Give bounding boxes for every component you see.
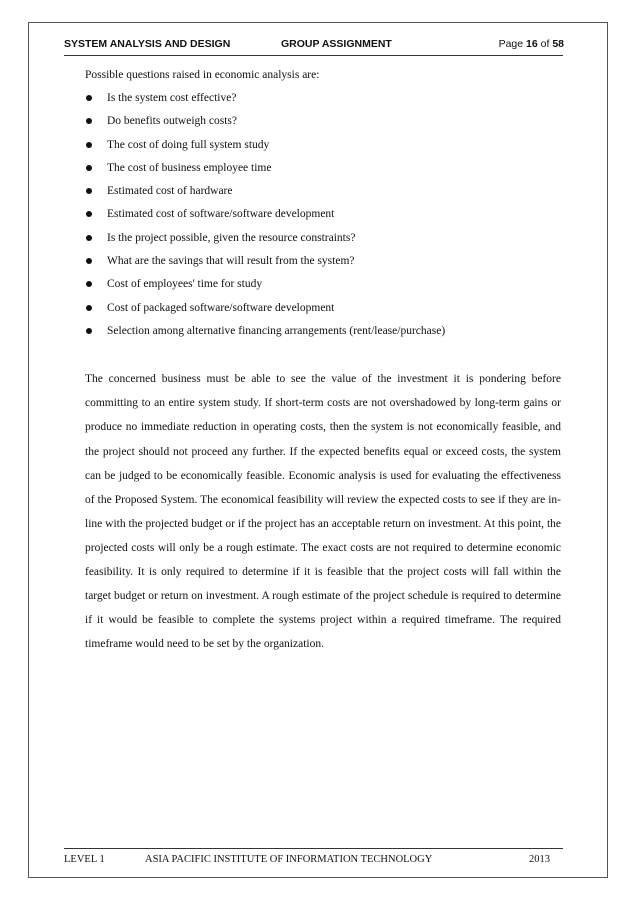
list-item — [85, 230, 561, 253]
footer-institute: ASIA PACIFIC INSTITUTE OF INFORMATION TECHNOLOGY — [145, 854, 433, 865]
list-item — [85, 276, 561, 299]
page-content — [85, 67, 561, 656]
footer-year: 2013 — [529, 854, 550, 865]
list-item-text: The cost of business employee time — [107, 161, 272, 174]
page-current: 16 — [526, 38, 538, 50]
bullet-icon — [86, 118, 92, 124]
list-item — [85, 300, 561, 323]
list-item-text: Cost of employees' time for study — [107, 278, 263, 291]
bullet-icon — [86, 258, 92, 264]
list-item-text: Estimated cost of software/software development — [107, 208, 335, 221]
page-prefix: Page — [498, 38, 524, 50]
bullet-icon — [86, 165, 92, 171]
list-item-text: Estimated cost of hardware — [107, 185, 233, 198]
footer-divider — [64, 848, 563, 849]
list-item — [85, 183, 561, 206]
list-item-text: The cost of doing full system study — [107, 138, 270, 151]
page-of: of — [540, 38, 550, 50]
bullet-icon — [86, 328, 92, 334]
list-item — [85, 253, 561, 276]
page-total: 58 — [552, 38, 564, 50]
list-item — [85, 160, 561, 183]
page-header — [64, 38, 564, 56]
list-item-text: What are the savings that will result from the system? — [107, 255, 355, 268]
bullet-icon — [86, 95, 92, 101]
page-footer — [64, 854, 550, 870]
list-item-text: Is the system cost effective? — [107, 92, 237, 104]
bullet-list — [85, 90, 561, 346]
list-item — [85, 90, 561, 113]
list-item — [85, 323, 561, 346]
bullet-icon — [86, 142, 92, 148]
bullet-icon — [86, 281, 92, 287]
bullet-icon — [86, 211, 92, 217]
list-item-text: Cost of packaged software/software development — [107, 301, 335, 314]
header-page-number — [499, 38, 564, 50]
body-paragraph: The concerned business must be able to see the value of the investment it is pondering before committing to an entire system study. If short-term costs are not overshadowed by long-term gains or produce no immediate reduction in operating costs, then the system is not economically feasible, and the project should not proceed any further. If the expected benefits equal or exceed costs, the system can be judged to be economically feasible. Economic analysis is used for evaluating the effectiveness of the Proposed System. The economical feasibility will review the expected costs to see if they are in-line with the projected budget or if the project has an acceptable return on investment. At this point, the projected costs will only be a rough estimate. The exact costs are not required to determine economic feasibility. It is only required to determine if it is feasible that the project costs will fall within the target budget or return on investment. A rough estimate of the project schedule is required to determine if it would be feasible to complete the systems project within a required timeframe. The required timeframe would need to be set by the organization. — [85, 373, 561, 651]
list-item — [85, 137, 561, 160]
header-course-title: SYSTEM ANALYSIS AND DESIGN — [64, 38, 231, 50]
list-item-text: Is the project possible, given the resource constraints? — [107, 231, 356, 244]
list-item — [85, 206, 561, 229]
bullet-icon — [86, 305, 92, 311]
header-assignment-title: GROUP ASSIGNMENT — [281, 38, 392, 50]
bullet-icon — [86, 188, 92, 194]
header-divider — [64, 55, 563, 56]
list-item-text: Selection among alternative financing arrangements (rent/lease/purchase) — [107, 324, 446, 337]
intro-text: Possible questions raised in economic analysis are: — [85, 69, 320, 81]
footer-level: LEVEL 1 — [64, 854, 105, 865]
list-item — [85, 113, 561, 136]
list-item-text: Do benefits outweigh costs? — [107, 115, 237, 128]
bullet-icon — [86, 235, 92, 241]
